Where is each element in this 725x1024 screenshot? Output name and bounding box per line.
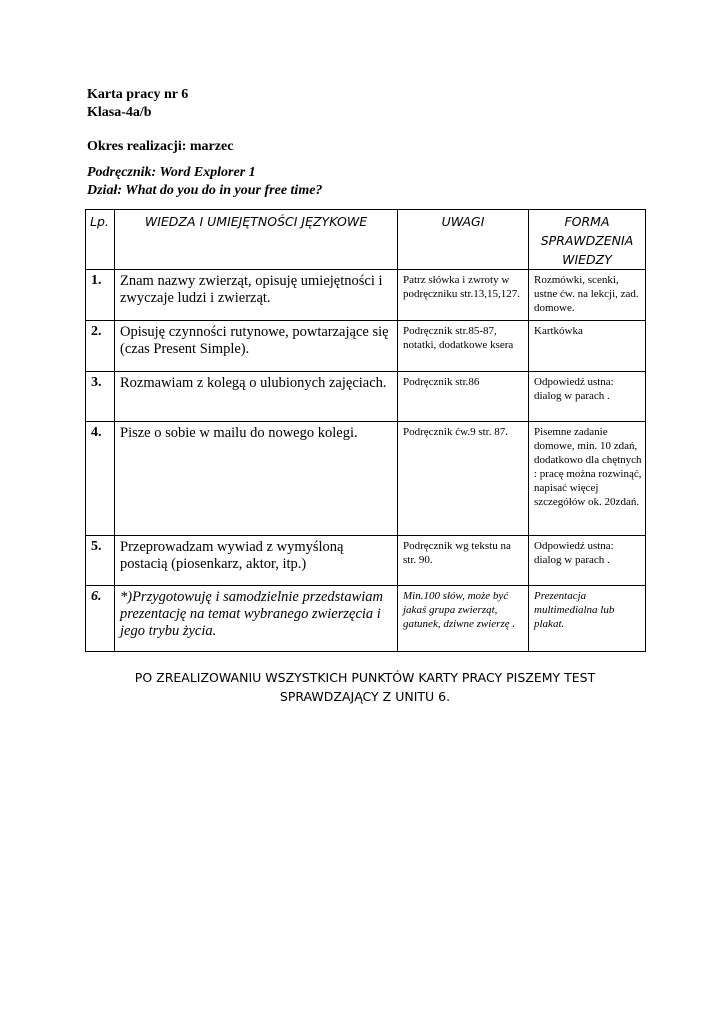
header-notes: UWAGI — [398, 210, 529, 270]
row-form: Pisemne zadanie domowe, min. 10 zdań, dodatkowo dla chętnych : pracę można rozwinąć, napisać więcej szczegółów ok. 20zdań. — [529, 422, 646, 536]
row-form: Odpowiedź ustna: dialog w parach . — [529, 536, 646, 586]
row-number: 6. — [86, 586, 115, 652]
worksheet-table — [85, 209, 646, 652]
table-row — [86, 321, 646, 372]
footer-note — [60, 668, 670, 706]
row-number: 4. — [86, 422, 115, 536]
header-form: FORMA SPRAWDZENIA WIEDZY — [529, 210, 646, 270]
row-knowledge: Znam nazwy zwierząt, opisuję umiejętności i zwyczaje ludzi i zwierząt. — [115, 270, 398, 321]
row-notes: Podręcznik str.85-87, notatki, dodatkowe ksera — [398, 321, 529, 372]
textbook-label: Podręcznik: Word Explorer 1 — [87, 165, 256, 180]
row-knowledge: Pisze o sobie w mailu do nowego kolegi. — [115, 422, 398, 536]
row-notes: Min.100 słów, może być jakaś grupa zwierząt, gatunek, dziwne zwierzę . — [398, 586, 529, 652]
unit-label: Dział: What do you do in your free time? — [87, 183, 323, 198]
table-row — [86, 270, 646, 321]
table-header-row — [86, 210, 646, 270]
row-form: Rozmówki, scenki, ustne ćw. na lekcji, zad. domowe. — [529, 270, 646, 321]
row-number: 5. — [86, 536, 115, 586]
row-notes: Patrz słówka i zwroty w podręczniku str.13,15,127. — [398, 270, 529, 321]
footer-line-1: PO ZREALIZOWANIU WSZYSTKICH PUNKTÓW KARTY PRACY PISZEMY TEST — [134, 670, 596, 685]
table-row — [86, 422, 646, 536]
period-label: Okres realizacji: marzec — [87, 139, 234, 154]
row-knowledge: Opisuję czynności rutynowe, powtarzające się (czas Present Simple). — [115, 321, 398, 372]
worksheet-title: Karta pracy nr 6 — [87, 87, 189, 102]
row-knowledge: *)Przygotowuję i samodzielnie przedstawiam prezentację na temat wybranego zwierzęcia i jego trybu życia. — [115, 586, 398, 652]
row-notes: Podręcznik wg tekstu na str. 90. — [398, 536, 529, 586]
table-row — [86, 536, 646, 586]
row-number: 3. — [86, 372, 115, 422]
table-row — [86, 586, 646, 652]
header-knowledge: WIEDZA I UMIEJĘTNOŚCI JĘZYKOWE — [115, 210, 398, 270]
document-header — [87, 86, 647, 200]
table-row — [86, 372, 646, 422]
row-form: Prezentacja multimedialna lub plakat. — [529, 586, 646, 652]
row-knowledge: Przeprowadzam wywiad z wymyśloną postacią (piosenkarz, aktor, itp.) — [115, 536, 398, 586]
row-form: Kartkówka — [529, 321, 646, 372]
class-label: Klasa-4a/b — [87, 105, 152, 120]
footer-line-2: SPRAWDZAJĄCY Z UNITU 6. — [279, 689, 451, 704]
row-notes: Podręcznik ćw.9 str. 87. — [398, 422, 529, 536]
row-form: Odpowiedź ustna: dialog w parach . — [529, 372, 646, 422]
row-knowledge: Rozmawiam z kolegą o ulubionych zajęciach. — [115, 372, 398, 422]
row-number: 2. — [86, 321, 115, 372]
row-number: 1. — [86, 270, 115, 321]
row-notes: Podręcznik str.86 — [398, 372, 529, 422]
header-lp: Lp. — [86, 210, 115, 270]
